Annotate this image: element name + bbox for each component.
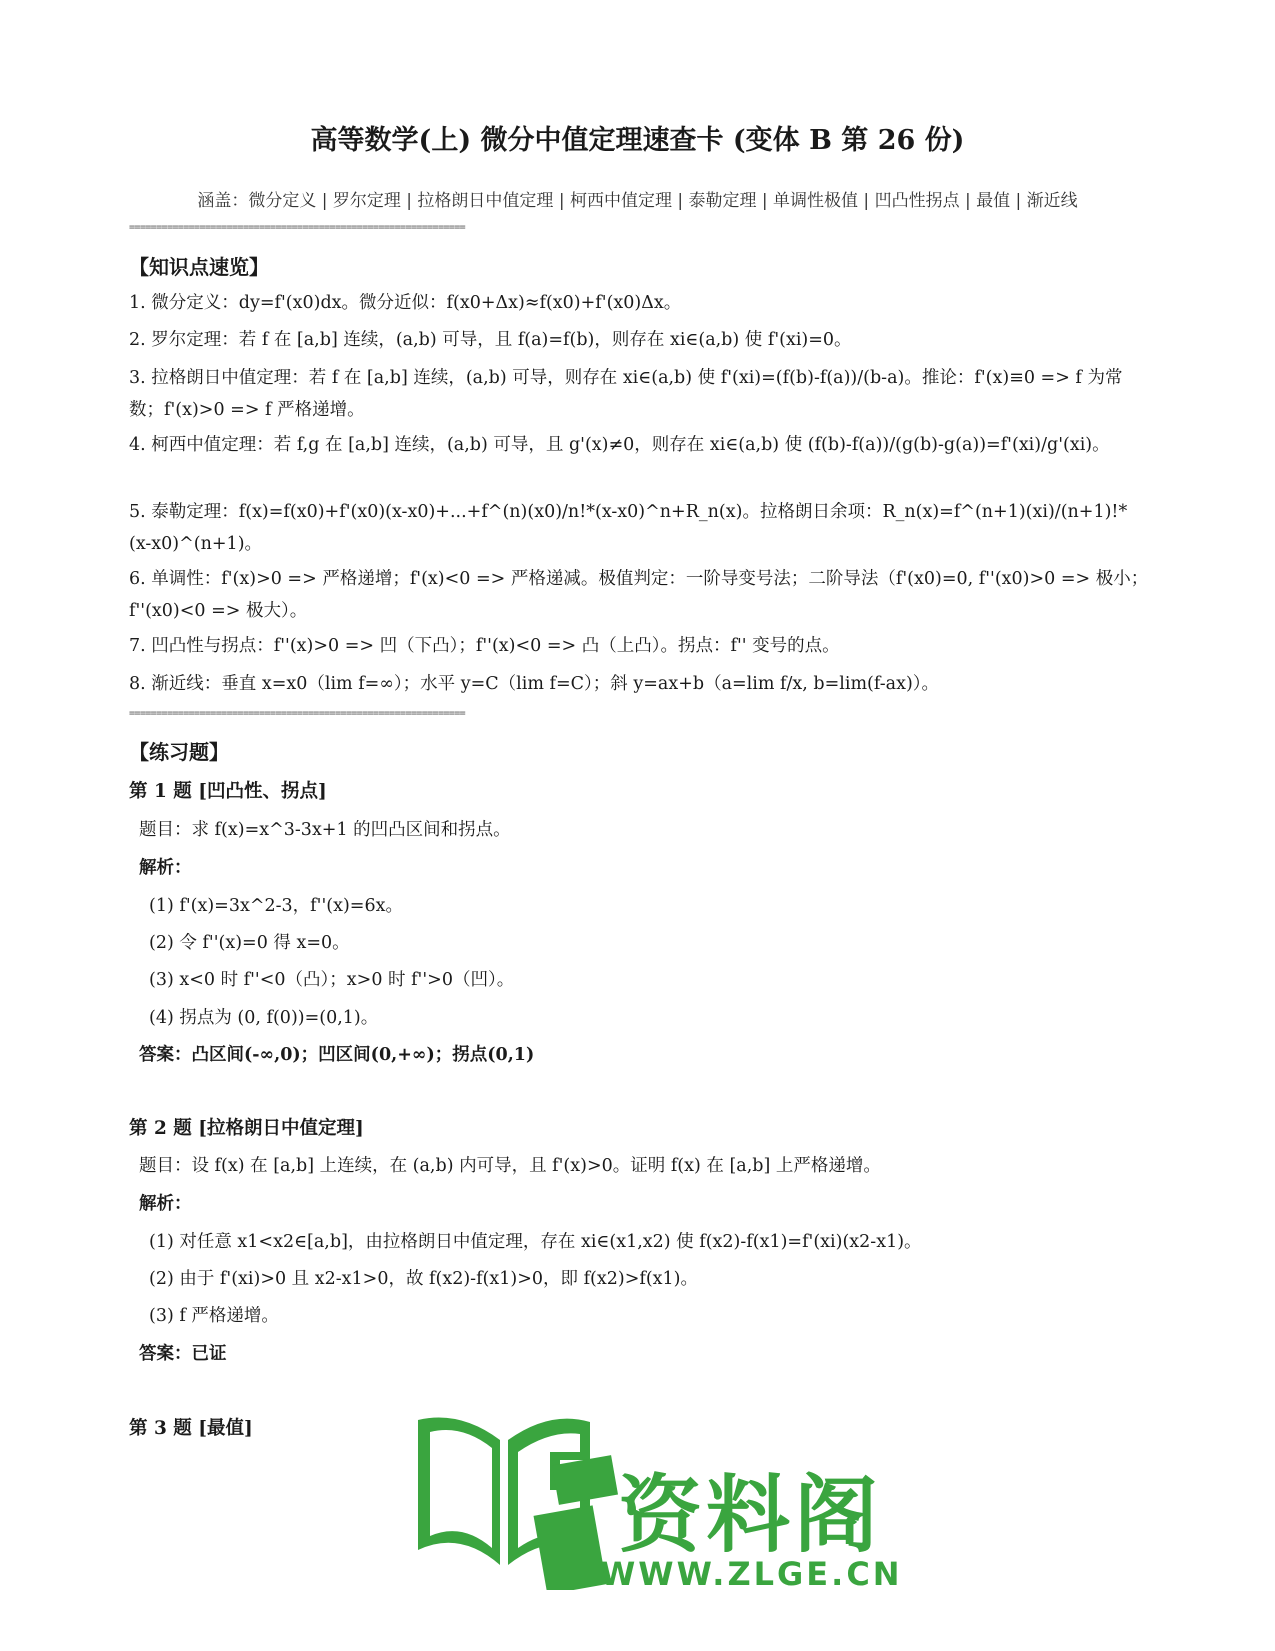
question-text: 题目：设 f(x) 在 [a,b] 上连续，在 (a,b) 内可导，且 f'(x)>0。证明 f(x) 在 [a,b] 上严格递增。 bbox=[139, 1156, 881, 1176]
book-logo-icon bbox=[400, 1400, 620, 1590]
solution-step: (3) x<0 时 f''<0（凸）；x>0 时 f''>0（凹）。 bbox=[149, 970, 515, 990]
solution-step: (1) 对任意 x1<x2∈[a,b]，由拉格朗日中值定理，存在 xi∈(x1,x2) 使 f(x2)-f(x1)=f'(xi)(x2-x1)。 bbox=[149, 1232, 922, 1252]
answer-text: 答案：凸区间(-∞,0)；凹区间(0,+∞)；拐点(0,1) bbox=[139, 1045, 535, 1065]
solution-step: (3) f 严格递增。 bbox=[149, 1306, 279, 1326]
knowledge-item: 3. 拉格朗日中值定理：若 f 在 [a,b] 连续，(a,b) 可导，则存在 xi∈(a,b) 使 f'(xi)=(f(b)-f(a))/(b-a)。推论：f'(x)≡0 => f 为常数；f'(x)>0 => f 严格递增。 bbox=[129, 368, 1123, 420]
knowledge-item: 7. 凹凸性与拐点：f''(x)>0 => 凹（下凸）；f''(x)<0 => 凸（上凸）。拐点：f'' 变号的点。 bbox=[129, 636, 840, 656]
knowledge-item: 6. 单调性：f'(x)>0 => 严格递增；f'(x)<0 => 严格递减。极值判定：一阶导变号法；二阶导法（f'(x0)=0, f''(x0)>0 => 极小；f''(x0)<0 => 极大）。 bbox=[129, 569, 1149, 621]
knowledge-item: 2. 罗尔定理：若 f 在 [a,b] 连续，(a,b) 可导，且 f(a)=f(b)，则存在 xi∈(a,b) 使 f'(xi)=0。 bbox=[129, 330, 852, 350]
watermark-url: WWW.ZLGE.CN bbox=[600, 1555, 903, 1593]
solution-step: (4) 拐点为 (0, f(0))=(0,1)。 bbox=[149, 1008, 379, 1028]
document-title: 高等数学(上) 微分中值定理速查卡 (变体 B 第 26 份) bbox=[310, 125, 965, 156]
knowledge-item: 1. 微分定义：dy=f'(x0)dx。微分近似：f(x0+Δx)≈f(x0)+f'(x0)Δx。 bbox=[129, 293, 682, 313]
analysis-label: 解析： bbox=[139, 1194, 192, 1214]
solution-step: (2) 由于 f'(xi)>0 且 x2-x1>0，故 f(x2)-f(x1)>0，即 f(x2)>f(x1)。 bbox=[149, 1269, 699, 1289]
answer-text: 答案：已证 bbox=[139, 1344, 227, 1364]
solution-step: (1) f'(x)=3x^2-3，f''(x)=6x。 bbox=[149, 896, 403, 916]
knowledge-item: 5. 泰勒定理：f(x)=f(x0)+f'(x0)(x-x0)+...+f^(n)(x0)/n!*(x-x0)^n+R_n(x)。拉格朗日余项：R_n(x)=f^(n+1)(xi)/(n+1)!*(x-x0)^(n+1)。 bbox=[129, 502, 1128, 554]
analysis-label: 解析： bbox=[139, 858, 192, 878]
question-text: 题目：求 f(x)=x^3-3x+1 的凹凸区间和拐点。 bbox=[139, 820, 511, 840]
question-title: 第 1 题 [凹凸性、拐点] bbox=[129, 781, 327, 802]
knowledge-item: 8. 渐近线：垂直 x=x0（lim f=∞）；水平 y=C（lim f=C）；斜 y=ax+b（a=lim f/x, b=lim(f-ax)）。 bbox=[129, 674, 940, 694]
document-subtitle: 涵盖：微分定义 | 罗尔定理 | 拉格朗日中值定理 | 柯西中值定理 | 泰勒定理 | 单调性极值 | 凹凸性拐点 | 最值 | 渐近线 bbox=[197, 191, 1078, 211]
knowledge-item: 4. 柯西中值定理：若 f,g 在 [a,b] 连续，(a,b) 可导，且 g'(x)≠0，则存在 xi∈(a,b) 使 (f(b)-f(a))/(g(b)-g(a))=f'(xi)/g'(xi)。 bbox=[129, 435, 1110, 455]
solution-step: (2) 令 f''(x)=0 得 x=0。 bbox=[149, 933, 350, 953]
question-title: 第 3 题 [最值] bbox=[129, 1418, 253, 1439]
question-title: 第 2 题 [拉格朗日中值定理] bbox=[129, 1118, 364, 1139]
divider: ============================================================== bbox=[129, 708, 466, 719]
knowledge-heading: 【知识点速览】 bbox=[129, 255, 269, 279]
watermark-name: 资料阁 bbox=[618, 1466, 883, 1564]
practice-heading: 【练习题】 bbox=[129, 740, 229, 764]
divider: ============================================================== bbox=[129, 222, 466, 233]
